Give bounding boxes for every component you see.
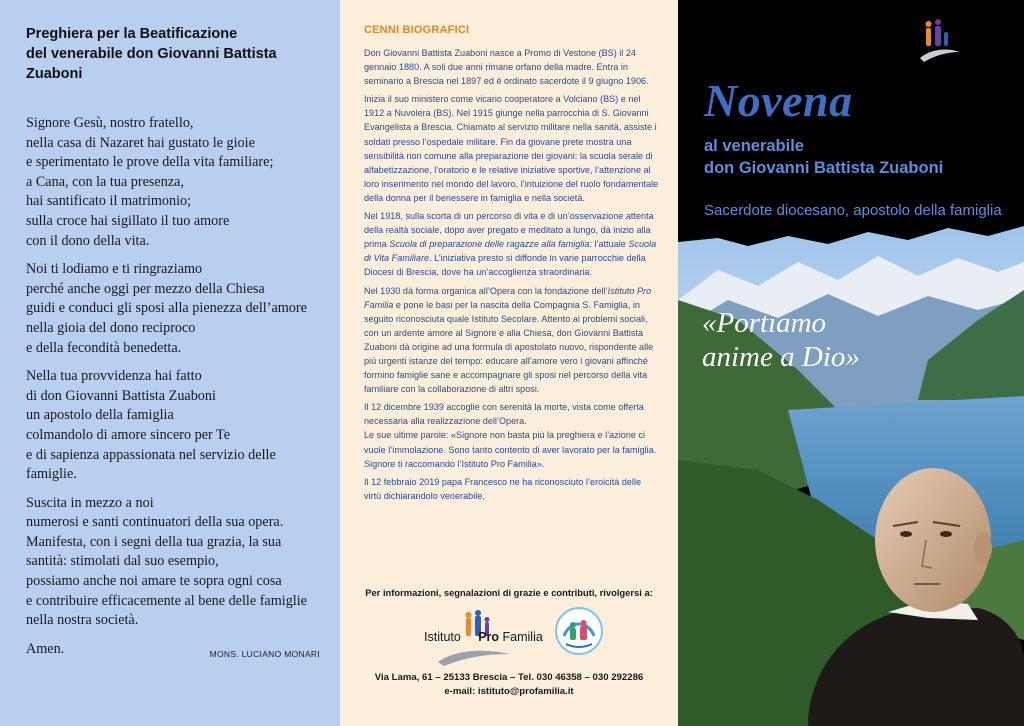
prayer-line: hai santificato il matrimonio; [26, 193, 192, 210]
prayer-title [26, 24, 318, 84]
bio-text-run: . L’iniziativa presto si diffonde in varie parrocchie della Diocesi di Brescia, dove ha un’accoglienza straordinaria. [364, 253, 646, 278]
prayer-line: Nella tua provvidenza hai fatto [26, 368, 202, 385]
bio-text-run: Nel 1918, sulla scorta di un percorso di vita e di un’osservazione attenta della realtà sociale, dopo aver pregato e meditato a lungo, dà inizio alla prima [364, 211, 654, 250]
prayer-signature: MONS. LUCIANO MONARI [209, 649, 320, 659]
prayer-line: perché anche oggi per mezzo della Chiesa [26, 280, 265, 297]
bio-paragraph-2: Inizia il suo ministero come vicario cooperatore a Volciano (BS) e nel 1912 a Nuvolera (BS). Nel 1915 giunge nella parrocchia di S. Giovanni Evangelista a Brescia. Chiamato al servizio militare nella sanità, assiste i soldati presso l’ospedale militare. Fin da giovane prete mostra una sensibilità non comune alla preparazione dei giovani: la scuola serale di alfabetizzazione, l’oratorio e le relative iniziative sportive, l’attenzione al loro inserimento nel mondo del lavoro, l’intuizione del ruolo fondamentale della donna per il benessere in famiglia e nella società. [364, 94, 659, 203]
cover-role: Sacerdote diocesano, apostolo della famiglia [704, 202, 1002, 219]
biography-text [364, 46, 660, 503]
motto-line-1: «Portiamo [702, 307, 827, 339]
bio-text-run: e pone le basi per la nascita della Compagnia S. Famiglia, in seguito riconosciuta quale Istituto Secolare. Attento ai problemi sociali, con un ardente amore al Signore e alla Chiesa, don Giovanni Battista Zuaboni dà origine ad una formula di apostolato nuovo, rispondente alle più urgenti istanze del tempo: educare all’amore vero i giovani affinché formino famiglie sane e accompagnare gli sposi nel percorso della vita familiare con la collaborazione di altri sposi. [364, 299, 654, 395]
prayer-line: un apostolo della famiglia [26, 407, 174, 424]
prayer-line: e contribuire efficacemente al bene delle famiglie [26, 592, 307, 609]
logo-word-familia: Familia [502, 630, 543, 644]
bio-paragraph-6: Il 12 febbraio 2019 papa Francesco ne ha riconosciuto l’eroicità delle virtù dichiarandolo venerabile. [364, 476, 642, 501]
prayer-line: Manifesta, con i segni della tua grazia, la sua [26, 533, 282, 550]
cover-subtitle [704, 135, 943, 179]
address-line: Via Lama, 61 – 25133 Brescia – Tel. 030 46358 – 030 292286 [374, 672, 644, 683]
bio-text-run: Il 12 dicembre 1939 accoglie con serenità la morte, vista come offerta necessaria alla realizzazione dell’Opera. [364, 402, 644, 427]
prayer-line: a Cana, con la tua presenza, [26, 173, 184, 190]
pro-familia-small-logo [918, 18, 962, 64]
logo-word-istituto: Istituto [424, 630, 461, 644]
prayer-title-line-2: del venerabile don Giovanni Battista Zuaboni [26, 46, 277, 82]
prayer-stanza-1 [26, 114, 318, 251]
bio-italic-run: Scuola di preparazione delle ragazze alla famiglia [389, 239, 590, 250]
prayer-stanza-2 [26, 260, 318, 358]
prayer-line: numerosi e santi continuatori della sua opera. [26, 514, 284, 531]
prayer-title-line-1: Preghiera per la Beatificazione [26, 26, 238, 42]
prayer-line: Noi ti lodiamo e ti ringraziamo [26, 261, 203, 278]
logo-word-pro: Pro [478, 630, 500, 644]
prayer-line: nella gioia del dono reciproco [26, 319, 196, 336]
prayer-stanza-4 [26, 494, 318, 631]
prayer-line: famiglie. [26, 466, 77, 483]
prayer-body [26, 114, 318, 659]
round-family-logo [554, 606, 604, 656]
prayer-line: Signore Gesù, nostro fratello, [26, 115, 194, 131]
cover-panel [678, 0, 1024, 726]
bio-italic-run: Scuola di Vita Familiare [364, 239, 657, 264]
bio-paragraph-4 [364, 284, 660, 397]
cover-motto [702, 306, 860, 374]
prayer-line: e della fecondità benedetta. [26, 339, 182, 356]
biography-heading: CENNI BIOGRAFICI [364, 24, 470, 36]
prayer-line: guidi e conduci gli sposi alla pienezza dell’amore [26, 300, 307, 317]
prayer-stanza-3 [26, 367, 318, 485]
prayer-amen: Amen. [26, 640, 65, 657]
logo-text [424, 630, 543, 644]
prayer-line: Suscita in mezzo a noi [26, 494, 154, 511]
bio-text-run: : l’attuale [589, 239, 629, 250]
bio-paragraph-1: Don Giovanni Battista Zuaboni nasce a Promo di Vestone (BS) il 24 gennaio 1880. A soli due anni rimane orfano della madre. Entra in seminario a Brescia nel 1897 ed è ordinato sacerdote il 9 giugno 1906. [364, 48, 649, 87]
bio-italic-run: Istituto Pro Familia [364, 285, 652, 310]
bio-paragraph-3 [364, 209, 660, 279]
istituto-pro-familia-logo [424, 608, 544, 668]
swoosh-icon [434, 646, 514, 668]
cover-subtitle-line-2: don Giovanni Battista Zuaboni [704, 159, 944, 177]
bio-text-run: Le sue ultime parole: «Signore non basta più la preghiera e l’azione ci vuole l’immolazione. Sono tanto contento di aver lavorato per la famiglia. Signore ti raccomando l’Istituto Pro Familia». [364, 430, 657, 469]
prayer-line: nella casa di Nazaret hai gustato le gioie [26, 134, 255, 151]
prayer-line: di don Giovanni Battista Zuaboni [26, 387, 216, 404]
prayer-line: e di sapienza appassionata nel servizio delle [26, 446, 276, 463]
bio-paragraph-5 [364, 400, 660, 470]
cover-title: Novena [704, 75, 853, 126]
bio-text-run: Nel 1930 dà forma organica all’Opera con la fondazione dell’ [364, 285, 608, 296]
contact-address [340, 671, 678, 699]
cover-subtitle-line-1: al venerabile [704, 137, 804, 155]
prayer-line: nella nostra società. [26, 612, 139, 629]
prayer-line: colmandolo di amore sincero per Te [26, 426, 230, 443]
prayer-line: santità: stimolati dal suo esempio, [26, 553, 219, 570]
contact-heading: Per informazioni, segnalazioni di grazie e contributi, rivolgersi a: [365, 587, 653, 598]
biography-panel [340, 0, 678, 726]
email-line: e-mail: istituto@profamilia.it [444, 686, 574, 697]
prayer-line: possiamo anche noi amare te sopra ogni cosa [26, 573, 282, 590]
motto-line-2: anime a Dio» [702, 341, 860, 373]
prayer-panel [0, 0, 340, 726]
prayer-line: sulla croce hai sigillato il tuo amore [26, 212, 230, 229]
prayer-line: con il dono della vita. [26, 232, 150, 249]
prayer-line: e sperimentato le prove della vita familiare; [26, 154, 274, 171]
